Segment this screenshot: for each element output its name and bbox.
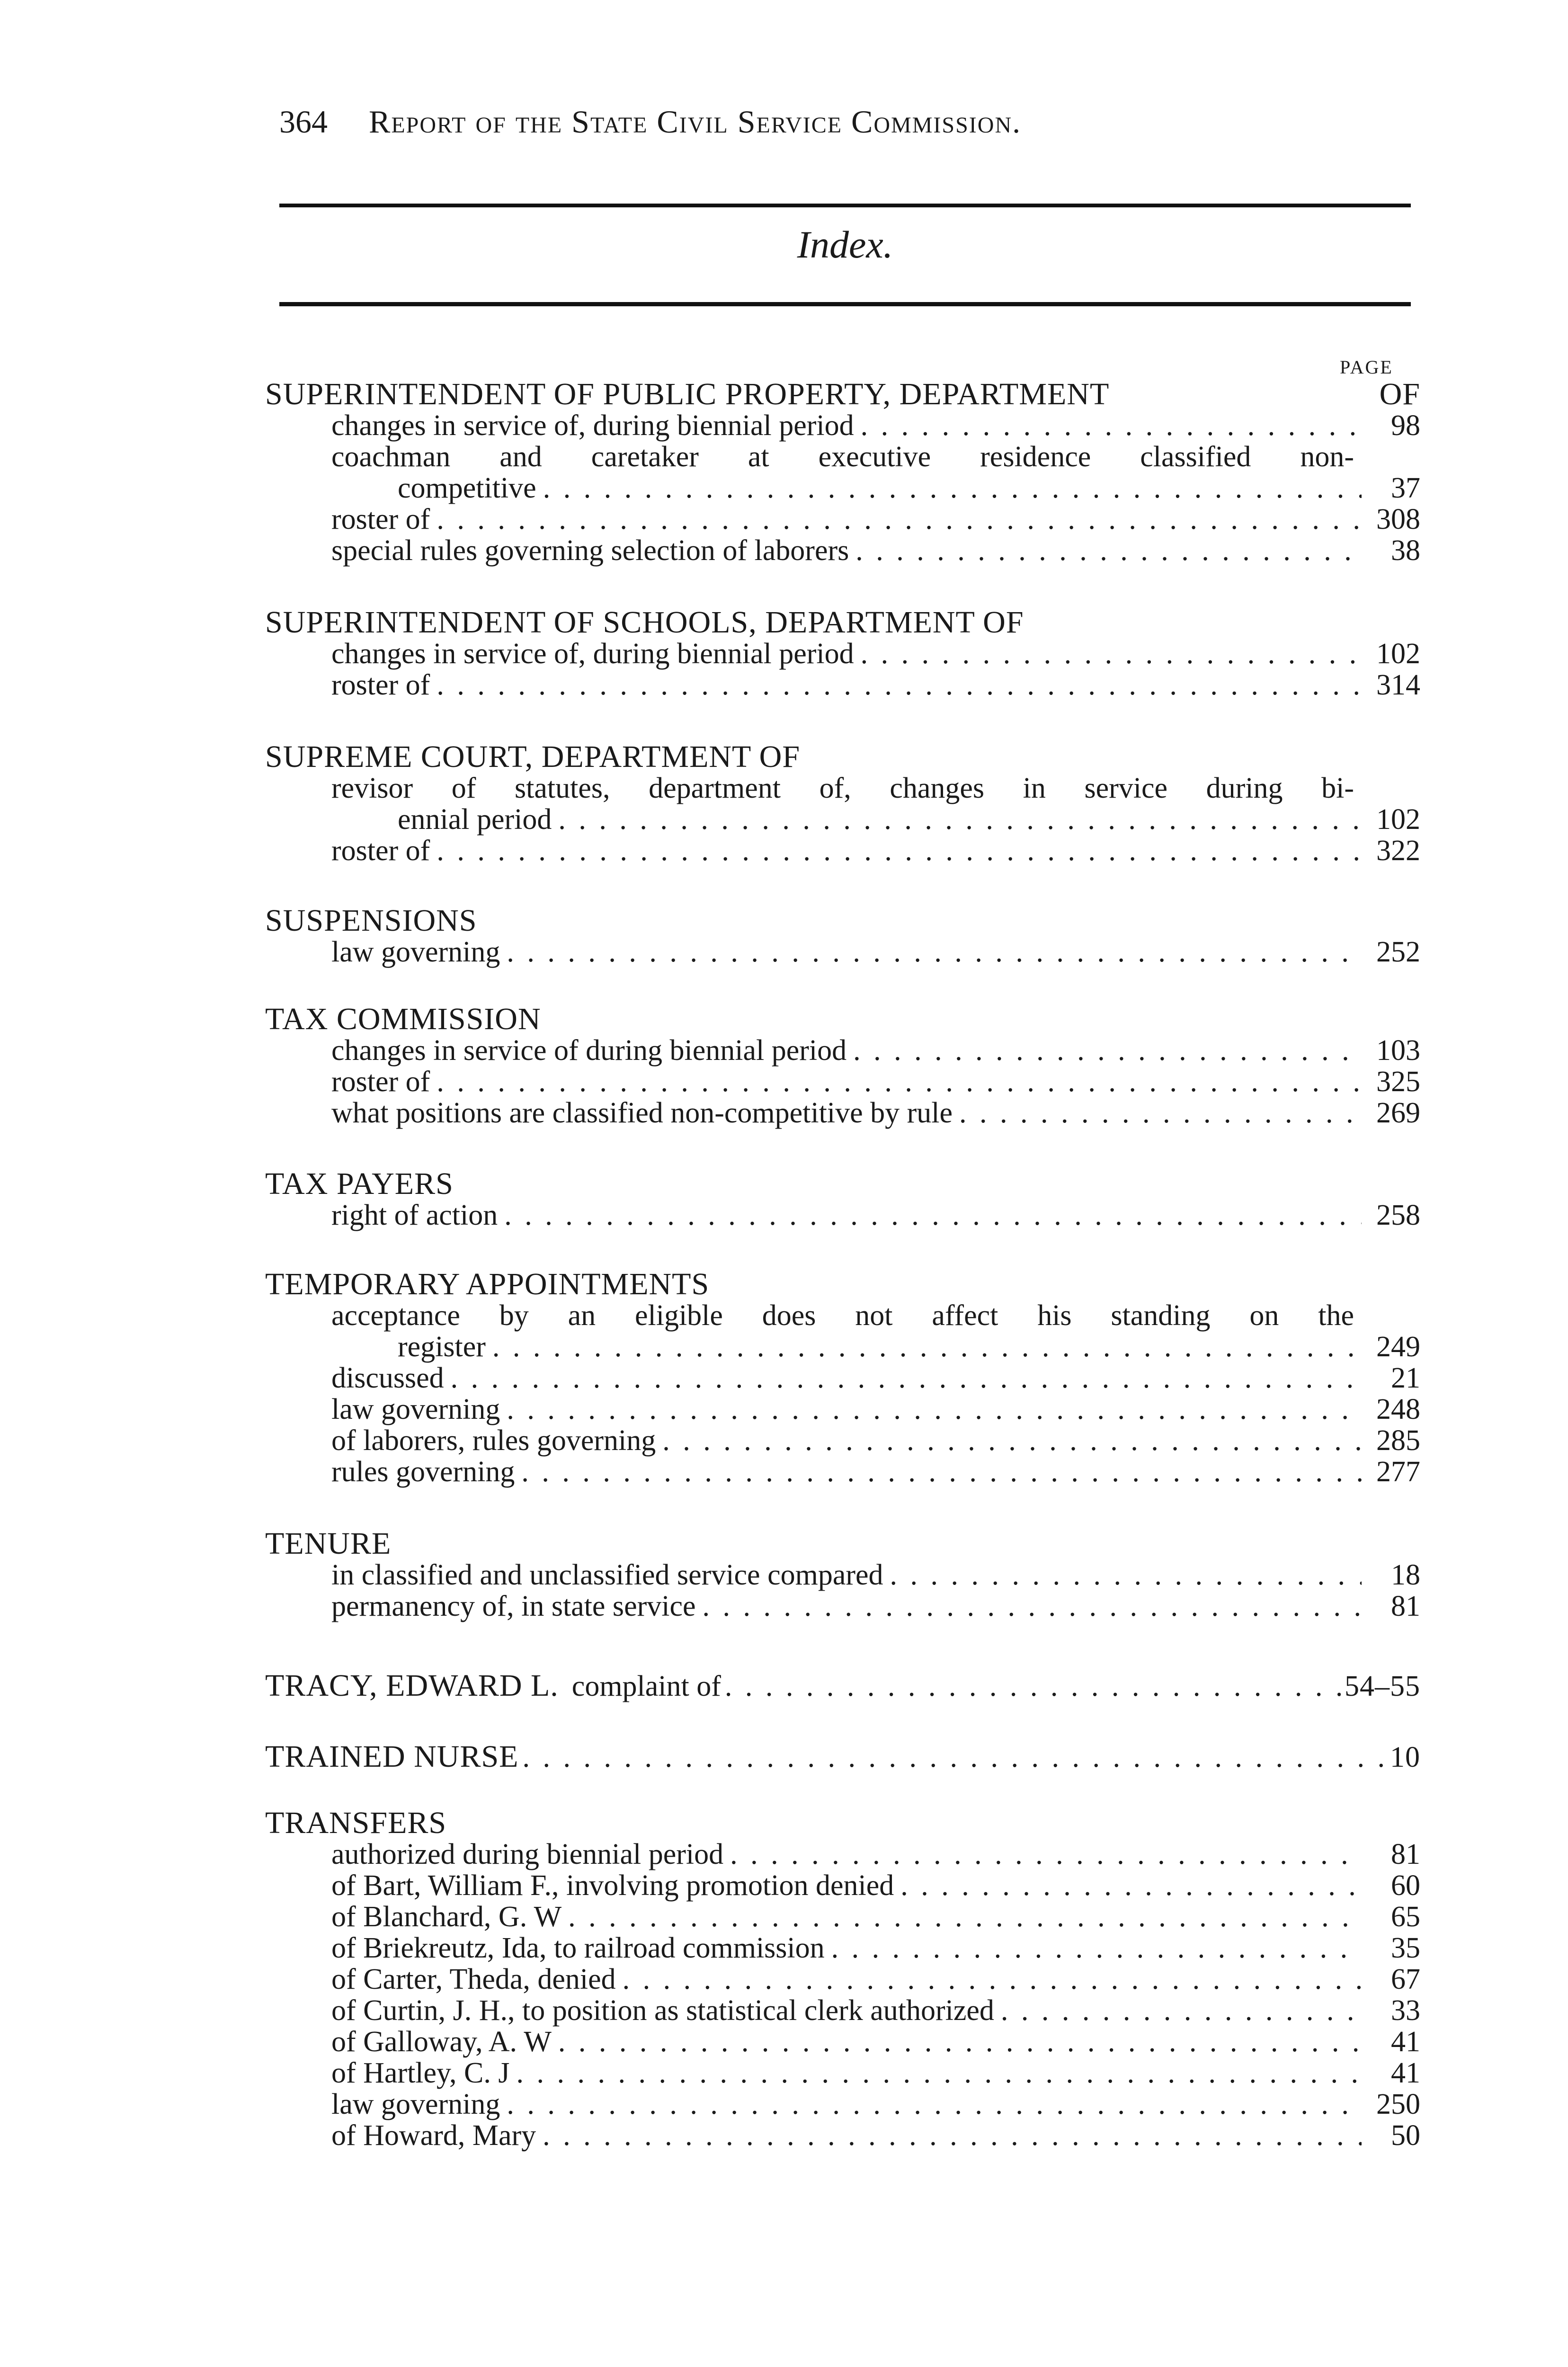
entry-item: discussed . . . 21 [265, 1362, 1420, 1394]
entry-item: rules governing . . . 277 [265, 1456, 1420, 1487]
entry-item: of Curtin, J. H., to position as statistical clerk authorized . . . 33 [265, 1995, 1420, 2026]
index-entry [265, 607, 1420, 701]
entry-item: of laborers, rules governing . . . 285 [265, 1425, 1420, 1456]
section-title: Index. [797, 223, 893, 266]
index-entry [265, 1269, 1420, 1487]
running-header [279, 103, 1021, 141]
entry-item: roster of . . . 325 [265, 1066, 1420, 1097]
entry-item: revisor of statutes, department of, changes in service during bi- ennial period . . . 102 [265, 773, 1420, 835]
entry-item: of Howard, Mary . . . 50 [265, 2120, 1420, 2151]
entry-item: roster of . . . 314 [265, 669, 1420, 701]
entry-item: changes in service of during biennial period . . . 103 [265, 1035, 1420, 1066]
page-column-label: PAGE [1340, 356, 1393, 378]
index-entry [265, 379, 1420, 566]
entry-item: of Hartley, C. J . . . 41 [265, 2057, 1420, 2089]
entry-item: of Briekreutz, Ida, to railroad commission . . . 35 [265, 1932, 1420, 1964]
page-number: 364 [279, 104, 328, 140]
entry-heading: TRANSFERS [265, 1806, 447, 1840]
entry-heading: TENURE [265, 1526, 392, 1561]
entry-item: of Bart, William F., involving promotion denied . . . 60 [265, 1870, 1420, 1901]
entry-heading: SUPERINTENDENT OF PUBLIC PROPERTY, DEPARTMENT OF [265, 377, 1420, 411]
entry-item: what positions are classified non-competitive by rule . . . 269 [265, 1097, 1420, 1129]
entry-heading: TRAINED NURSE . . . 10 [265, 1741, 1420, 1772]
entry-item: of Blanchard, G. W . . . 65 [265, 1901, 1420, 1932]
entry-heading: TRACY, EDWARD L. complaint of . . . 54–55 [265, 1670, 1420, 1701]
entry-item: acceptance by an eligible does not affect his standing on the register . . . 249 [265, 1300, 1420, 1362]
entry-heading: TAX COMMISSION [265, 1002, 541, 1036]
entry-item: special rules governing selection of laborers . . . 38 [265, 535, 1420, 566]
index-entry [265, 1004, 1420, 1129]
entry-item: law governing . . . 250 [265, 2089, 1420, 2120]
index-entry [265, 905, 1420, 968]
entry-item: roster of . . . 308 [265, 504, 1420, 535]
entry-item: roster of . . . 322 [265, 835, 1420, 866]
index-entry [265, 741, 1420, 866]
entry-item: of Galloway, A. W . . . 41 [265, 2026, 1420, 2057]
top-rule [279, 204, 1411, 207]
index-entry [265, 1807, 1420, 2151]
entry-heading: SUPREME COURT, DEPARTMENT OF [265, 739, 801, 774]
entry-item: coachman and caretaker at executive residence classified non- competitive . . . 37 [265, 441, 1420, 504]
entry-heading: TEMPORARY APPOINTMENTS [265, 1267, 710, 1301]
entry-item: law governing . . . 252 [265, 936, 1420, 968]
entry-heading: SUSPENSIONS [265, 903, 477, 938]
index-entry [265, 1528, 1420, 1622]
entry-item: changes in service of, during biennial period . . . 102 [265, 638, 1420, 669]
index-entry [265, 1168, 1420, 1231]
entry-item: of Carter, Theda, denied . . . 67 [265, 1964, 1420, 1995]
entry-heading: SUPERINTENDENT OF SCHOOLS, DEPARTMENT OF [265, 605, 1024, 640]
running-title: Report of the State Civil Service Commission. [369, 104, 1022, 140]
entry-heading: TAX PAYERS [265, 1166, 454, 1201]
entry-item: right of action . . . 258 [265, 1200, 1420, 1231]
entry-item: authorized during biennial period . . . 81 [265, 1839, 1420, 1870]
bottom-rule [279, 302, 1411, 306]
index-entry [265, 1670, 1420, 1701]
entry-item: in classified and unclassified service compared . . . 18 [265, 1559, 1420, 1591]
entry-item: changes in service of, during biennial period . . . 98 [265, 410, 1420, 441]
entry-item: permanency of, in state service . . . 81 [265, 1591, 1420, 1622]
entry-item: law governing . . . 248 [265, 1394, 1420, 1425]
index-entry [265, 1741, 1420, 1772]
